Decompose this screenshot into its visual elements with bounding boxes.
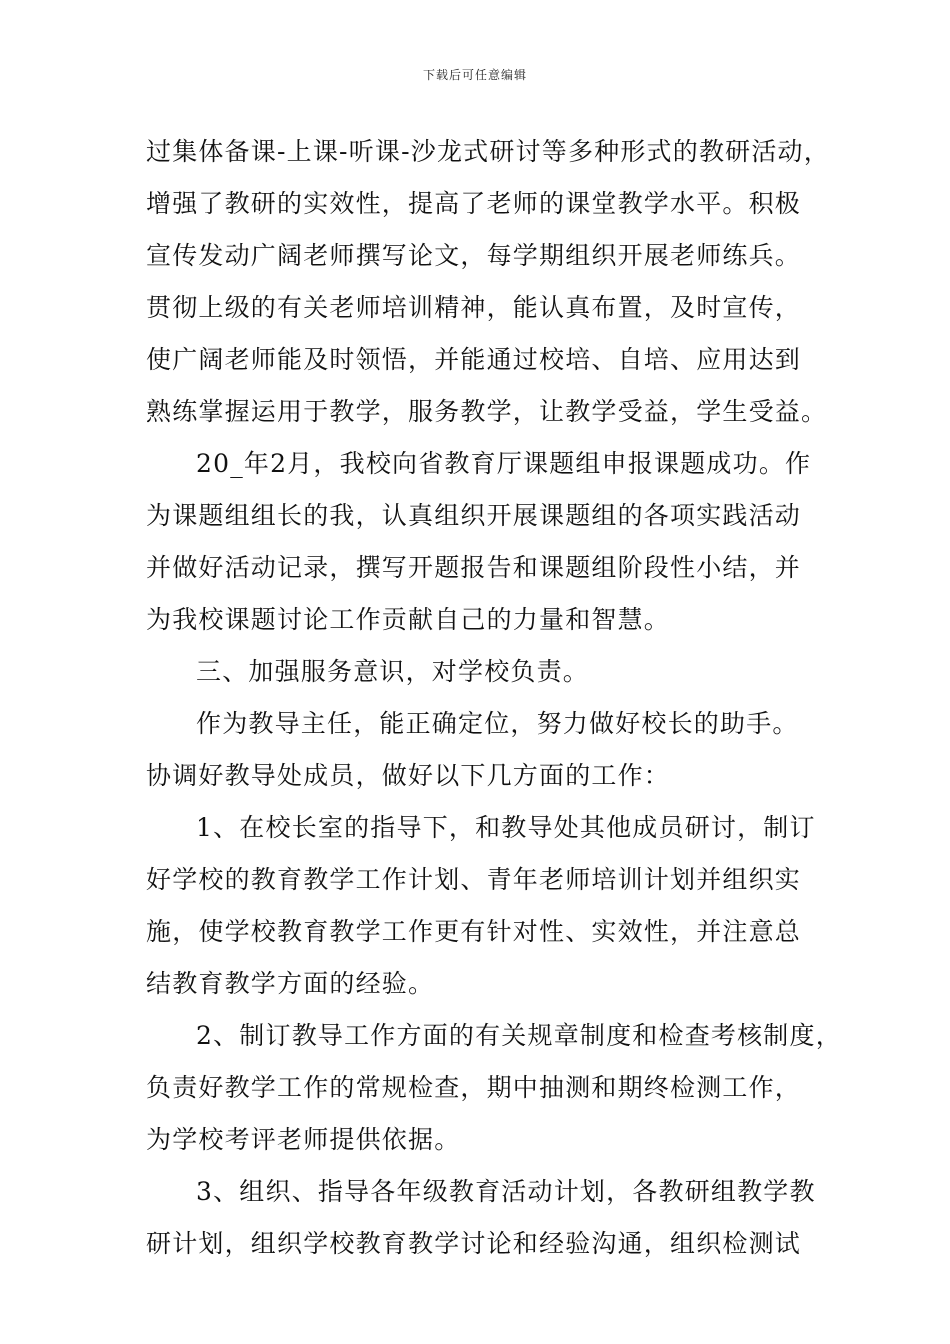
text-line: 施，使学校教育教学工作更有针对性、实效性，并注意总 — [146, 917, 802, 946]
body-text — [146, 126, 842, 1270]
text-line: 研计划，组织学校教育教学讨论和经验沟通，组织检测试 — [146, 1229, 802, 1258]
text-line: 为学校考评老师提供依据。 — [146, 1125, 461, 1154]
text-line: 过集体备课-上课-听课-沙龙式研讨等多种形式的教研活动， — [146, 137, 830, 166]
text-line: 贯彻上级的有关老师培训精神，能认真布置，及时宣传， — [146, 293, 802, 322]
list-item-2: 2、制订教导工作方面的有关规章制度和检查考核制度， — [196, 1021, 842, 1050]
section-heading: 三、加强服务意识，对学校负责。 — [196, 657, 590, 686]
paragraph-start: 作为教导主任，能正确定位，努力做好校长的助手。 — [196, 709, 799, 738]
text-line: 负责好教学工作的常规检查，期中抽测和期终检测工作， — [146, 1073, 802, 1102]
text-line: 增强了教研的实效性，提高了老师的课堂教学水平。积极 — [146, 189, 802, 218]
text-line: 熟练掌握运用于教学，服务教学，让教学受益，学生受益。 — [146, 397, 828, 426]
text-line: 结教育教学方面的经验。 — [146, 969, 435, 998]
text-line: 并做好活动记录，撰写开题报告和课题组阶段性小结，并 — [146, 553, 802, 582]
text-line: 好学校的教育教学工作计划、青年老师培训计划并组织实 — [146, 865, 802, 894]
list-item-3: 3、组织、指导各年级教育活动计划，各教研组教学教 — [196, 1177, 816, 1206]
paragraph-start: 20_年2月，我校向省教育厅课题组申报课题成功。作 — [196, 449, 812, 478]
list-item-1: 1、在校长室的指导下，和教导处其他成员研讨，制订 — [196, 813, 816, 842]
header-note: 下载后可任意编辑 — [422, 68, 527, 82]
text-line: 为课题组组长的我，认真组织开展课题组的各项实践活动 — [146, 501, 802, 530]
text-line: 为我校课题讨论工作贡献自己的力量和智慧。 — [146, 605, 671, 634]
text-line: 协调好教导处成员，做好以下几方面的工作： — [146, 761, 671, 790]
text-line: 使广阔老师能及时领悟，并能通过校培、自培、应用达到 — [146, 345, 802, 374]
text-line: 宣传发动广阔老师撰写论文，每学期组织开展老师练兵。 — [146, 241, 802, 270]
